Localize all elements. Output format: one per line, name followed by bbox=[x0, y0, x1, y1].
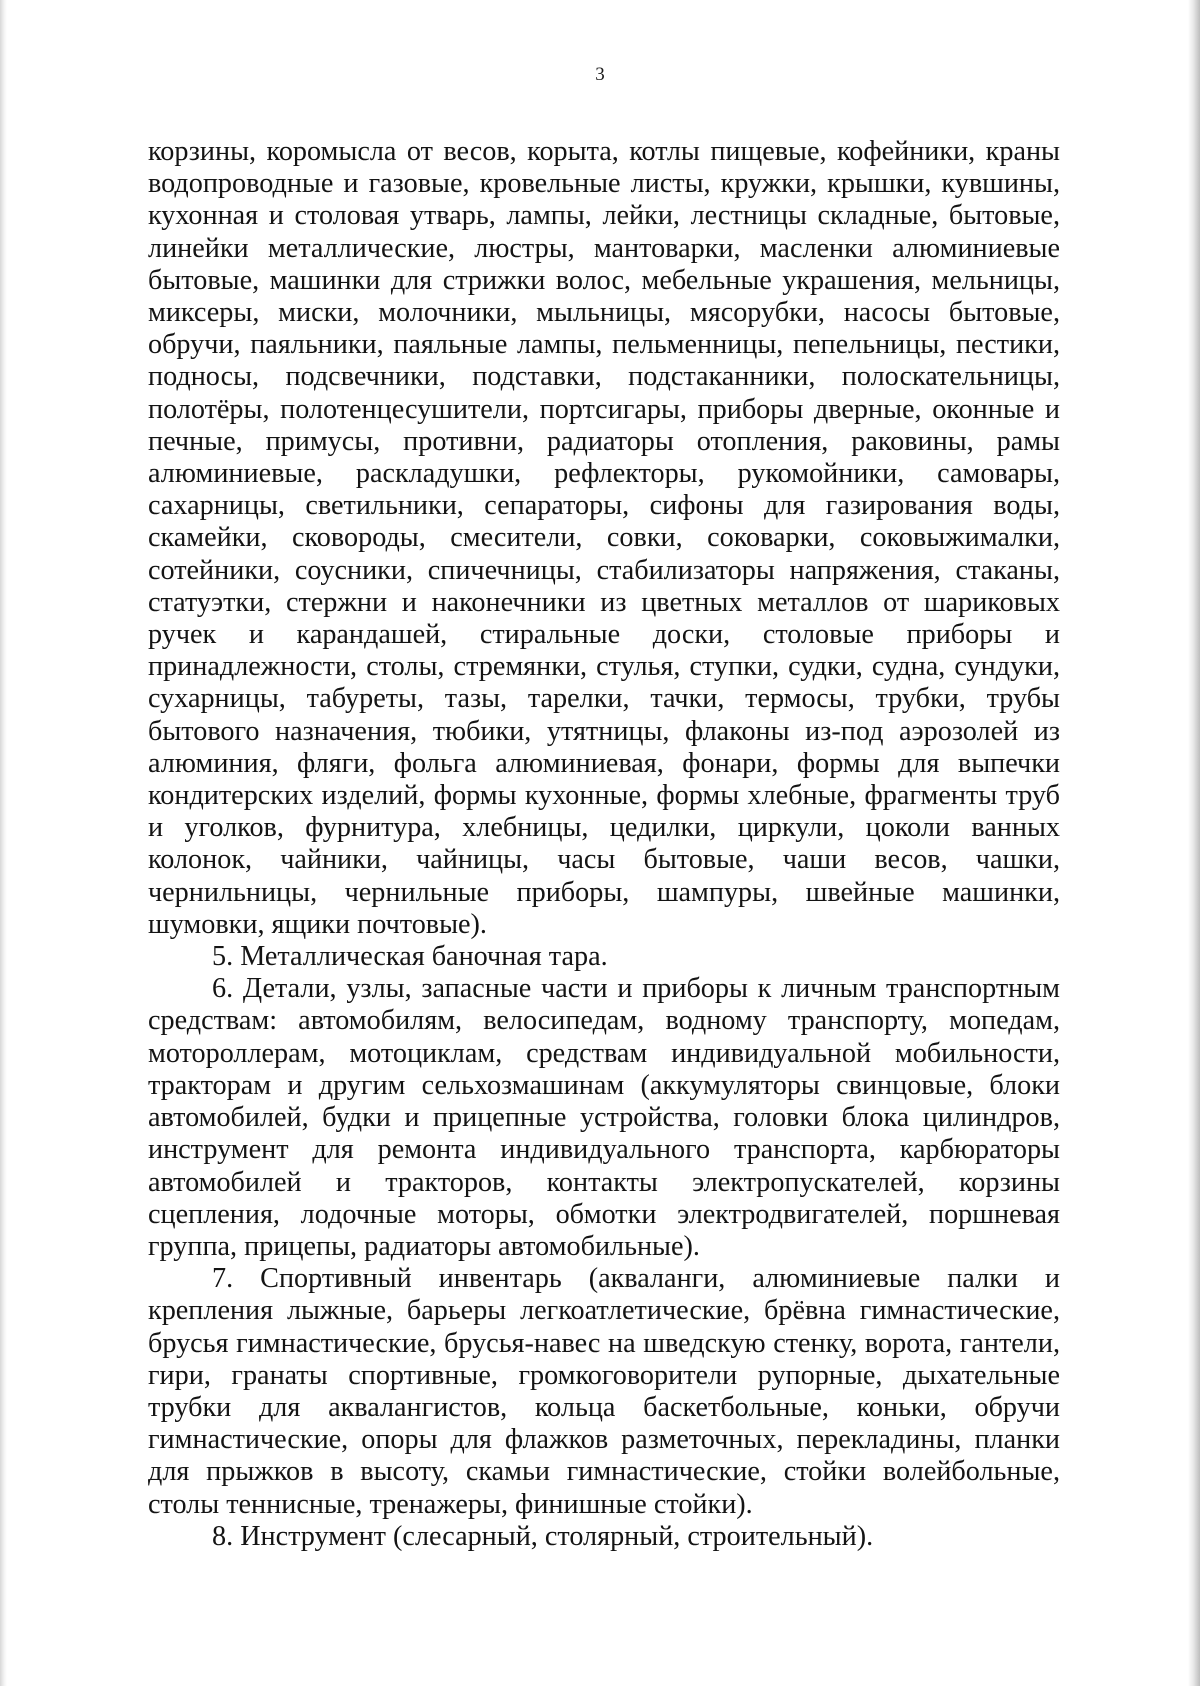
paragraph-list-continuation: корзины, коромысла от весов, корыта, котлы пищевые, кофейники, краны водопроводные и газовые, кровельные листы, кружки, крышки, кувшины, кухонная и столовая утварь, лампы, лейки, лестницы складные, бытовые, линейки металлические, люстры, мантоварки, масленки алюминиевые бытовые, машинки для стрижки волос, мебельные украшения, мельницы, миксеры, миски, молочники, мыльницы, мясорубки, насосы бытовые, обручи, паяльники, паяльные лампы, пельменницы, пепельницы, пестики, подносы, подсвечники, подставки, подстаканники, полоскательницы, полотёры, полотенцесушители, портсигары, приборы дверные, оконные и печные, примусы, противни, радиаторы отопления, раковины, рамы алюминиевые, раскладушки, рефлекторы, рукомойники, самовары, сахарницы, светильники, сепараторы, сифоны для газирования воды, скамейки, сковороды, смесители, совки, соковарки, соковыжималки, сотейники, соусники, спичечницы, стабилизаторы напряжения, стаканы, статуэтки, стержни и наконечники из цветных металлов от шариковых ручек и карандашей, стиральные доски, столовые приборы и принадлежности, столы, стремянки, стулья, ступки, судки, судна, сундуки, сухарницы, табуреты, тазы, тарелки, тачки, термосы, трубки, трубы бытового назначения, тюбики, утятницы, флаконы из-под аэрозолей из алюминия, фляги, фольга алюминиевая, фонари, формы для выпечки кондитерских изделий, формы кухонные, формы хлебные, фрагменты труб и уголков, фурнитура, хлебницы, цедилки, циркули, цоколи ванных колонок, чайники, чайницы, часы бытовые, чаши весов, чашки, чернильницы, чернильные приборы, шампуры, швейные машинки, шумовки, ящики почтовые). bbox=[148, 136, 1060, 940]
scan-edge-left bbox=[0, 0, 7, 1686]
paragraph-item-5: 5. Металлическая баночная тара. bbox=[212, 941, 608, 973]
scan-edge-right bbox=[1188, 0, 1200, 1686]
paragraph-item-8: 8. Инструмент (слесарный, столярный, строительный). bbox=[212, 1520, 874, 1552]
document-body bbox=[148, 136, 1060, 1553]
paragraph-item-7: 7. Спортивный инвентарь (акваланги, алюминиевые палки и крепления лыжные, барьеры легкоатлетические, брёвна гимнастические, брусья гимнастические, брусья-навес на шведскую стенку, ворота, гантели, гири, гранаты спортивные, громкоговорители рупорные, дыхательные трубки для аквалангистов, кольца баскетбольные, коньки, обручи гимнастические, опоры для флажков разметочных, перекладины, планки для прыжков в высоту, скамьи гимнастические, стойки волейбольные, столы теннисные, тренажеры, финишные стойки). bbox=[148, 1263, 1060, 1520]
paragraph-item-6: 6. Детали, узлы, запасные части и приборы к личным транспортным средствам: автомобилям, велосипедам, водному транспорту, мопедам, мотороллерам, мотоциклам, средствам индивидуальной мобильности, тракторам и другим сельхозмашинам (аккумуляторы свинцовые, блоки автомобилей, будки и прицепные устройства, головки блока цилиндров, инструмент для ремонта индивидуального транспорта, карбюраторы автомобилей и тракторов, контакты электропускателей, корзины сцепления, лодочные моторы, обмотки электродвигателей, поршневая группа, прицепы, радиаторы автомобильные). bbox=[148, 973, 1060, 1262]
page-number: 3 bbox=[595, 64, 605, 85]
